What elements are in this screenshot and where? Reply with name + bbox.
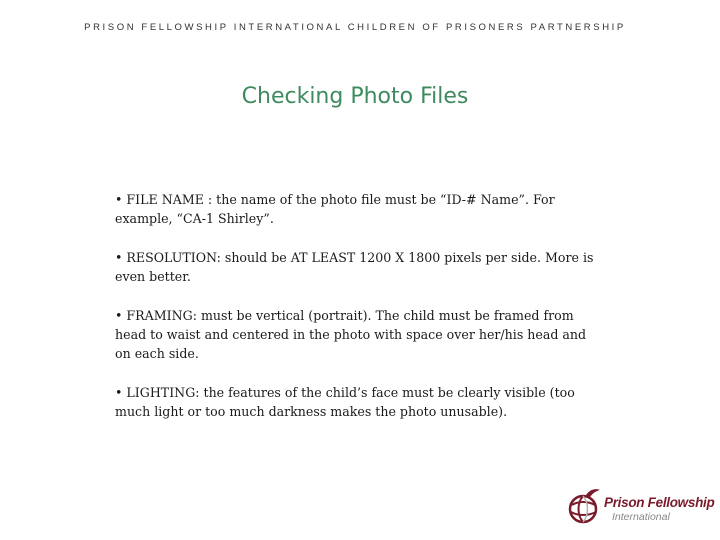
bullet-lighting: • LIGHTING: the features of the child’s face must be clearly visible (too much light or too much darkness makes the photo unusable). <box>115 385 575 419</box>
bullet-list <box>115 190 605 441</box>
bullet-file-name: • FILE NAME : the name of the photo file must be “ID-# Name”. For example, “CA-1 Shirley”. <box>115 192 555 226</box>
prison-fellowship-logo <box>566 487 716 527</box>
logo-wordmark: Prison Fellowship <box>604 495 715 510</box>
slide-title: Checking Photo Files <box>241 84 469 109</box>
bullet-framing: • FRAMING: must be vertical (portrait). The child must be framed from head to waist and centered in the photo with space over her/his head and on each side. <box>115 308 587 361</box>
header-banner: PRISON FELLOWSHIP INTERNATIONAL CHILDREN OF PRISONERS PARTNERSHIP <box>84 22 626 33</box>
bullet-resolution: • RESOLUTION: should be AT LEAST 1200 X 1800 pixels per side. More is even better. <box>115 250 594 284</box>
globe-icon <box>566 487 602 527</box>
logo-subtitle: International <box>612 511 670 523</box>
